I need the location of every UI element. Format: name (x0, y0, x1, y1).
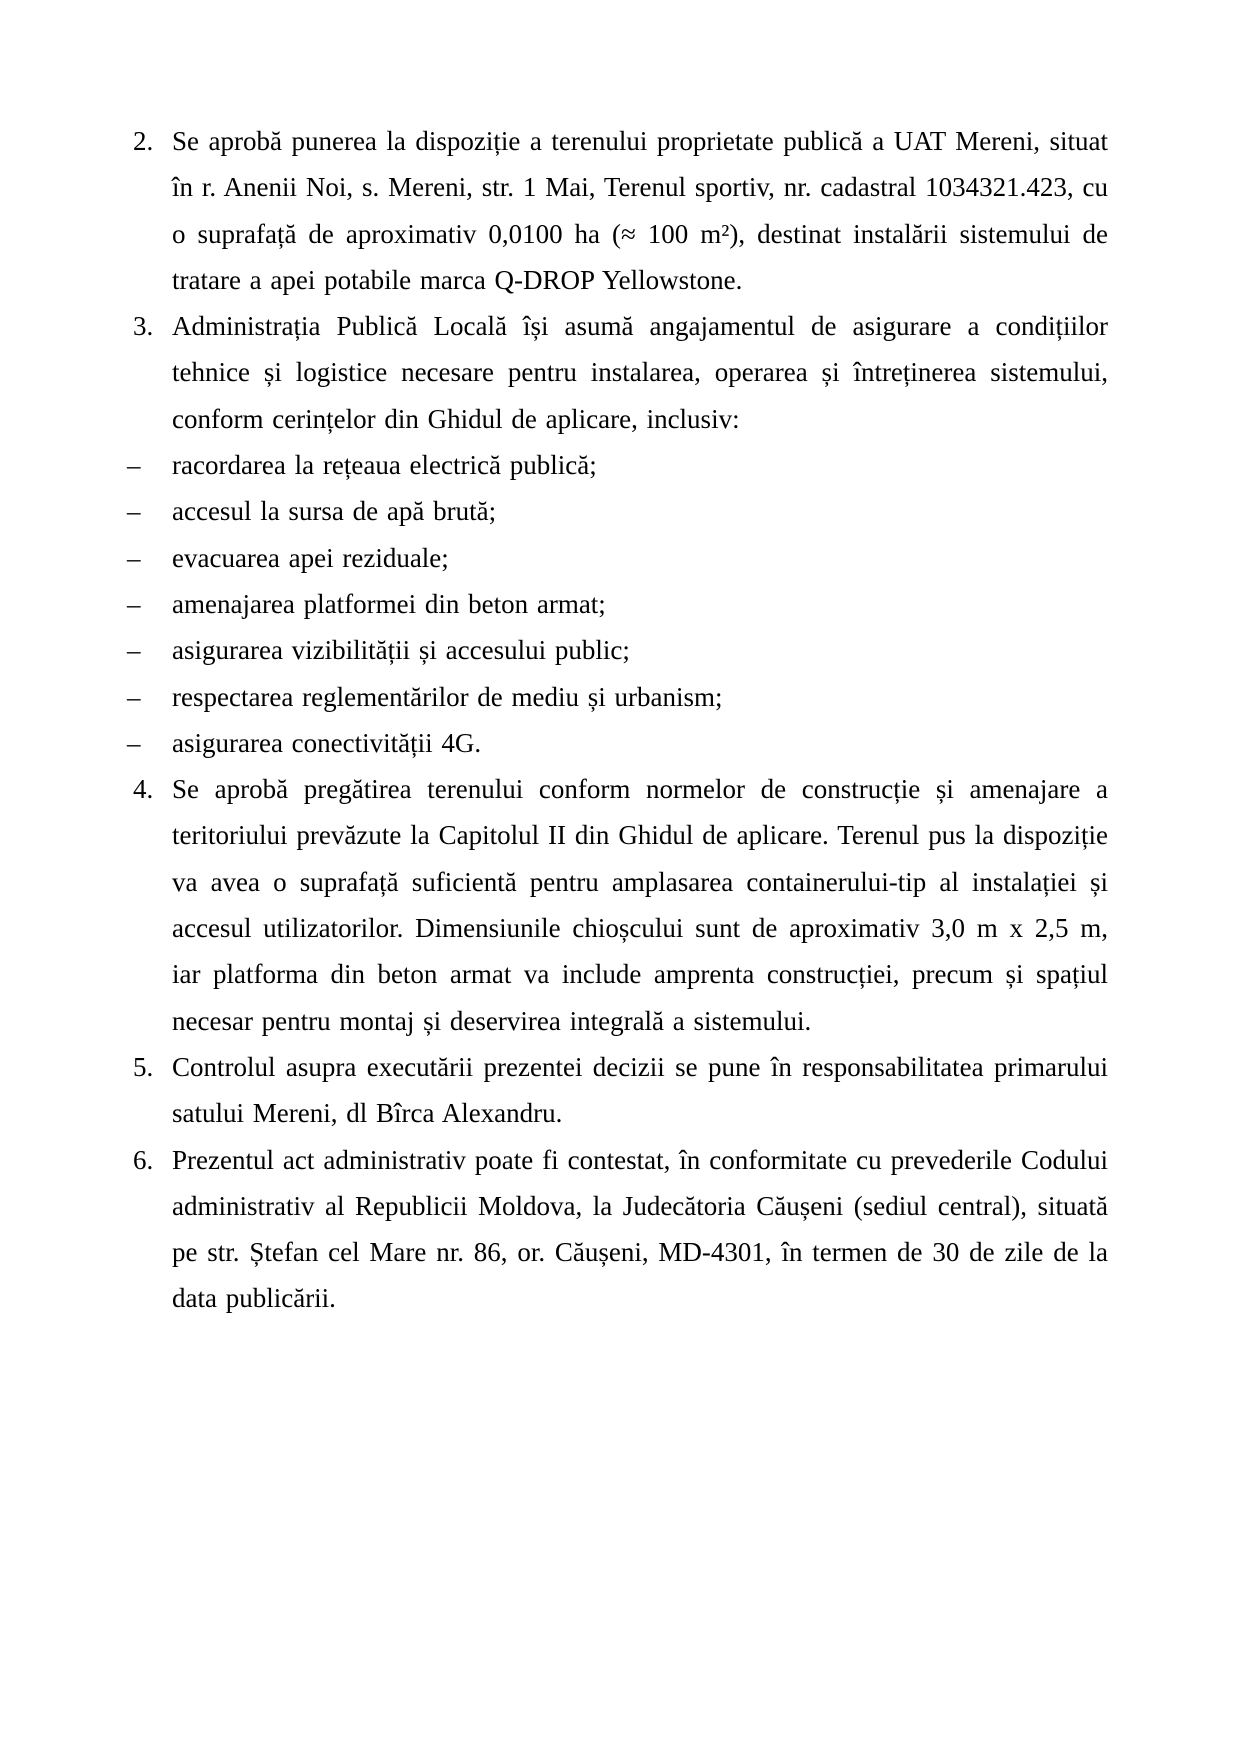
dash-item-2 (127, 488, 1108, 534)
list-item-5-number: 5. (133, 1051, 154, 1082)
list-item-2 (133, 118, 1108, 303)
dash-bullet: – (127, 681, 141, 712)
dash-item-7-text: asigurarea conectivității 4G. (172, 727, 482, 758)
dash-item-3-text: evacuarea apei reziduale; (172, 542, 449, 573)
dash-item-5-text: asigurarea vizibilității și accesului public; (172, 635, 630, 666)
dash-bullet: – (127, 450, 141, 481)
list-item-4-number: 4. (133, 774, 154, 805)
dash-item-1 (127, 442, 1108, 488)
dash-item-5 (127, 627, 1108, 673)
list-item-4-text: Se aprobă pregătirea terenului conform normelor de construcție și amenajare a teritoriului prevăzute la Capitolul II din Ghidul de aplicare. Terenul pus la dispoziție va avea o suprafață suficientă pentru amplasarea containerului-tip al instalației și accesul utilizatorilor. Dimensiunile chioșcului sunt de aproximativ 3,0 m x 2,5 m, iar platforma din beton armat va include amprenta construcției, precum și spațiul necesar pentru montaj și deservirea integrală a sistemului. (172, 774, 1108, 1036)
list-item-6 (133, 1137, 1108, 1322)
list-item-2-number: 2. (133, 126, 154, 156)
list-item-4 (133, 766, 1108, 1044)
dash-item-7 (127, 720, 1108, 766)
dash-item-4-text: amenajarea platformei din beton armat; (172, 588, 606, 619)
list-item-6-text: Prezentul act administrativ poate fi contestat, în conformitate cu prevederile Codului administrativ al Republicii Moldova, la Judecătoria Căușeni (sediul central), situată pe str. Ștefan cel Mare nr. 86, or. Căușeni, MD-4301, în termen de 30 de zile de la data publicării. (172, 1144, 1108, 1314)
dash-item-2-text: accesul la sursa de apă brută; (172, 496, 497, 527)
list-item-5-text: Controlul asupra executării prezentei decizii se pune în responsabilitatea primarului satului Mereni, dl Bîrca Alexandru. (172, 1051, 1108, 1129)
list-item-3-number: 3. (133, 311, 154, 342)
dash-bullet: – (127, 635, 141, 666)
list-item-3 (133, 303, 1108, 442)
document-body (127, 118, 1108, 1322)
dash-bullet: – (127, 496, 141, 527)
dash-item-3 (127, 535, 1108, 581)
list-item-6-number: 6. (133, 1144, 154, 1175)
list-item-3-text: Administrația Publică Locală își asumă angajamentul de asigurare a condițiilor tehnice și logistice necesare pentru instalarea, operarea și întreținerea sistemului, conform cerințelor din Ghidul de aplicare, inclusiv: (172, 311, 1108, 434)
list-item-5 (133, 1044, 1108, 1137)
dash-item-6 (127, 674, 1108, 720)
dash-bullet: – (127, 727, 141, 758)
dash-bullet: – (127, 542, 141, 573)
dash-item-6-text: respectarea reglementărilor de mediu și urbanism; (172, 681, 723, 712)
dash-bullet: – (127, 588, 141, 619)
dash-item-1-text: racordarea la rețeaua electrică publică; (172, 450, 597, 481)
dash-item-4 (127, 581, 1108, 627)
list-item-2-text: Se aprobă punerea la dispoziție a terenului proprietate publică a UAT Mereni, situat în r. Anenii Noi, s. Mereni, str. 1 Mai, Terenul sportiv, nr. cadastral 1034321.423, cu o suprafață de aproximativ 0,0100 ha (≈ 100 m²), destinat instalării sistemului de tratare a apei potabile marca Q-DROP Yellowstone. (172, 126, 1108, 295)
